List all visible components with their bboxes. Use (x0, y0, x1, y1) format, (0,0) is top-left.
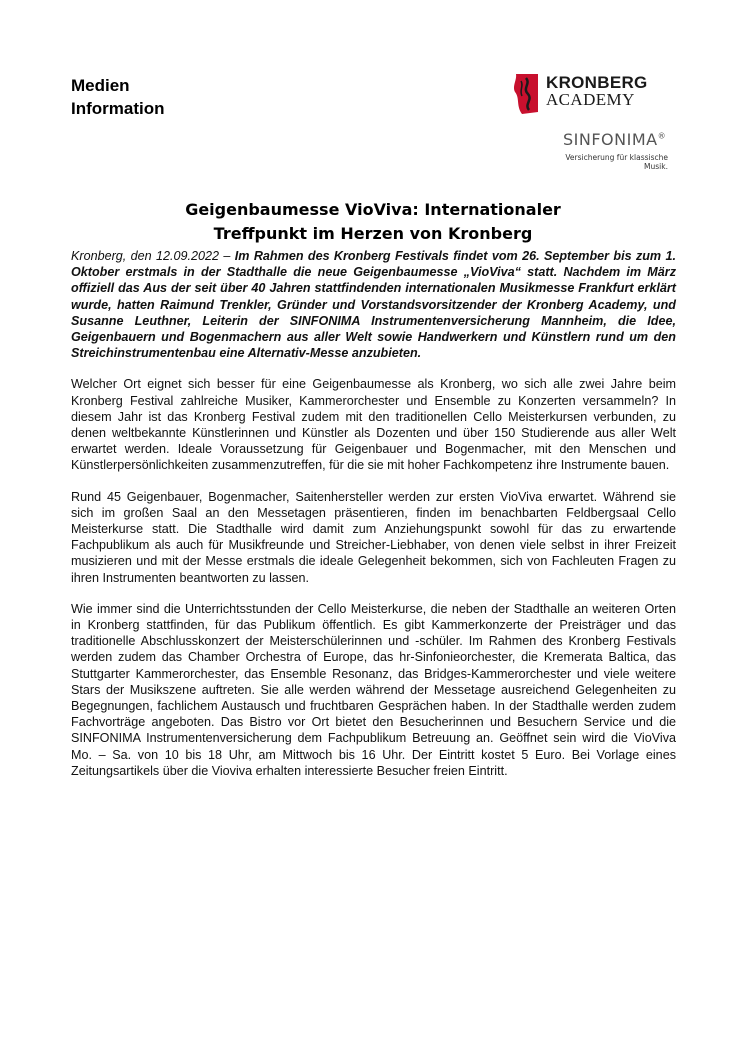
lead-paragraph (71, 248, 676, 361)
kronberg-logo-name: KRONBERG (546, 73, 648, 92)
body-paragraph-3: Wie immer sind die Unterrichtsstunden der Cello Meisterkurse, die neben der Stadthalle an weiteren Orten in Kronberg stattfinden, für das Publikum öffentlich. Es gibt Kammerkonzerte der Preisträger und das traditionelle Abschlusskonzert der Meisterschülerinnen und -schüler. Im Rahmen des Kronberg Festivals werden zudem das Chamber Orchestra of Europe, das hr-Sinfonieorchester, die Kremerata Baltica, das Stuttgarter Kammerorchester, das Ensemble Resonanz, das Bridges-Kammerorchester und viele weitere Stars der Musikszene auftreten. Sie alle werden während der Messetage ausreichend Gelegenheiten zu Begegnungen, fachlichem Austausch und fruchtbaren Gesprächen haben. In der Stadthalle werden zudem Fachvorträge angeboten. Das Bistro vor Ort bietet den Besucherinnen und Besuchern Service und die SINFONIMA Instrumentenversicherung dem Fachpublikum Betreuung an. Geöffnet sein wird die VioViva Mo. – Sa. von 10 bis 18 Uhr, am Mittwoch bis 16 Uhr. Der Eintritt kostet 5 Euro. Bei Vorlage eines Zeitungsartikels über die Vioviva erhalten interessierte Besucher freien Eintritt. (71, 601, 676, 778)
lead-text: Im Rahmen des Kronberg Festivals findet vom 26. September bis zum 1. Oktober erstmals in der Stadthalle die neue Geigenbaumesse „VioViva“ statt. Nachdem im März offiziell das Aus der seit über 40 Jahren stattfindenden internationalen Musikmesse Frankfurt erklärt wurde, hatten Raimund Trenkler, Gründer und Vorstandsvorsitzender der Kronberg Academy, und Susanne Leuthner, Leiterin der SINFONIMA Instrumentenversicherung Mannheim, die Idee, Geigenbauern und Bogenmachern aus aller Welt sowie Handwerkern und Künstlern rund um den Streichinstrumentenbau eine Alternativ-Messe anzubieten. (71, 249, 676, 361)
headline-line-1: Geigenbaumesse VioViva: Internationaler (185, 200, 561, 219)
dateline: Kronberg, den 12.09.2022 – (71, 249, 235, 263)
article-body (71, 248, 676, 794)
kronberg-academy-logo (511, 70, 661, 118)
body-paragraph-1: Welcher Ort eignet sich besser für eine Geigenbaumesse als Kronberg, wo sich alle zwei Jahre beim Kronberg Festival zahlreiche Musiker, Kammerorchester und Ensemble zu Konzerten versammeln? In diesem Jahr ist das Kronberg Festival zudem mit den traditionellen Cello Meisterkursen verbunden, zu denen weltbekannte Künstlerinnen und Künstler als Dozenten und über 150 Studierende aus aller Welt erwartet werden. Ideale Voraussetzung für Geigenbauer und Bogenmacher, mit den Menschen und Künstlerpersönlichkeiten zusammenzutreffen, für die sie mit hoher Fachkompetenz ihre Instrumente bauen. (71, 377, 676, 473)
body-paragraph-2: Rund 45 Geigenbauer, Bogenmacher, Saitenhersteller werden zur ersten VioViva erwartet. Während sie sich im großen Saal an den Messetagen präsentieren, finden im benachbarten Feldbergsaal Cello Meisterkurse statt. Die Stadthalle wird damit zum Anziehungspunkt sowohl für das zu erwartende Fachpublikum als auch für Musikfreunde und Streicher-Liebhaber, von denen viele selbst in ihrer Freizeit musizieren und mit der Messe erstmals die ideale Gelegenheit bekommen, sich von Fachleuten Fragen zu ihren Instrumenten beantworten zu lassen. (71, 489, 676, 585)
doc-label-line-1: Medien (71, 76, 130, 95)
sinfonima-registered-mark: ® (657, 131, 667, 141)
doc-label-line-2: Information (71, 99, 165, 118)
kronberg-logo-subtitle: ACADEMY (546, 90, 635, 109)
article-headline (71, 198, 675, 246)
sinfonima-logo (563, 130, 666, 149)
document-type-label (71, 74, 165, 120)
kronberg-cello-mark-icon (511, 72, 541, 116)
sinfonima-tagline: Versicherung für klassische Musik. (565, 153, 668, 171)
headline-line-2: Treffpunkt im Herzen von Kronberg (213, 224, 533, 243)
sinfonima-logo-name: SINFONIMA (563, 130, 658, 149)
